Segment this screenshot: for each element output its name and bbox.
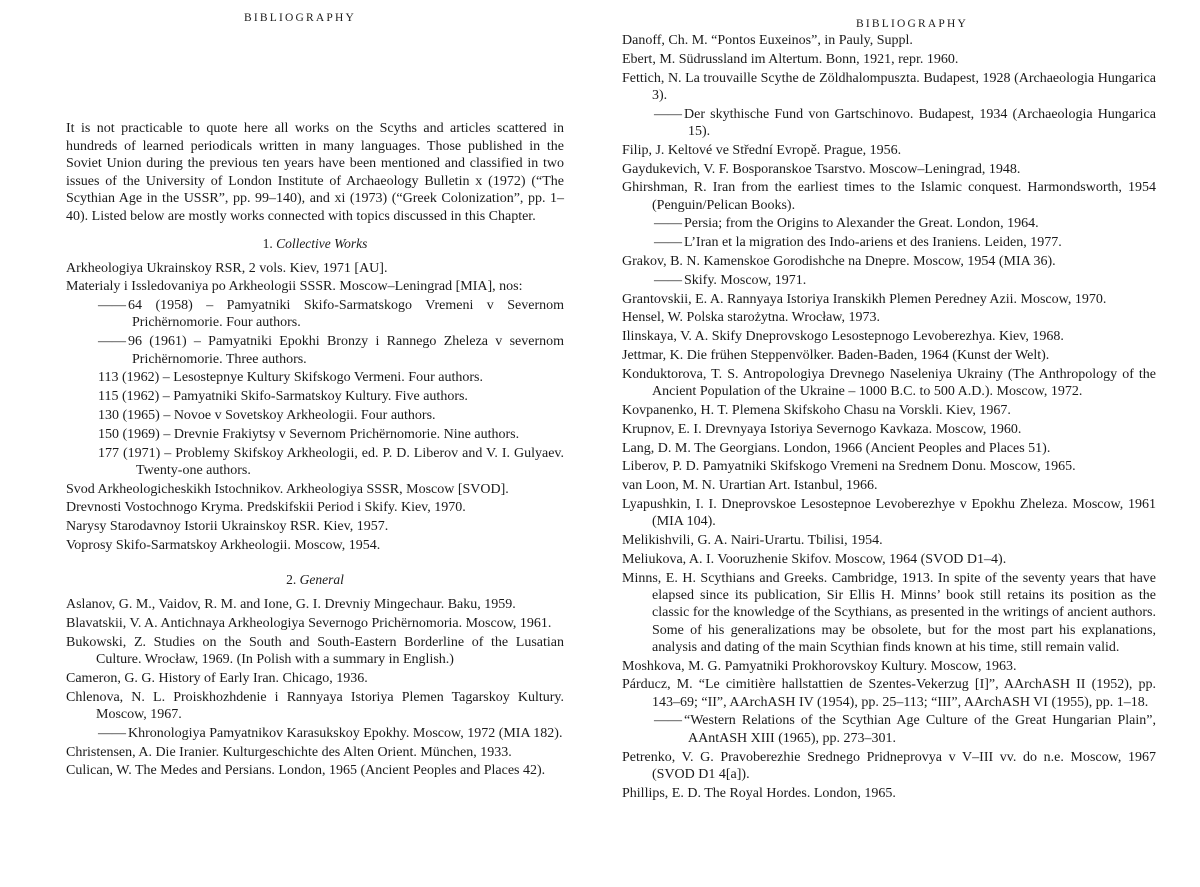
bibliography-entry: [66, 297, 564, 332]
entry-text: L’Iran et la migration des Indo-ariens et des Iraniens. Leiden, 1977.: [684, 235, 1062, 251]
bibliography-entry: [622, 142, 1156, 159]
entry-text: Meliukova, A. I. Vooruzhenie Skifov. Moscow, 1964 (SVOD D1–4).: [622, 551, 1007, 567]
bibliography-entry: [622, 347, 1156, 364]
bibliography-entry: [622, 253, 1156, 270]
entry-text: Moshkova, M. G. Pamyatniki Prokhorovskoy Kultury. Moscow, 1963.: [622, 658, 1017, 674]
entry-text: Skify. Moscow, 1971.: [684, 272, 807, 288]
bibliography-entry: [622, 496, 1156, 531]
entry-text: Aslanov, G. M., Vaidov, R. M. and Ione, G. I. Drevniy Mingechaur. Baku, 1959.: [66, 597, 516, 613]
entry-text: Cameron, G. G. History of Early Iran. Chicago, 1936.: [66, 671, 368, 686]
bibliography-entry: [622, 106, 1156, 141]
entry-text: Párducz, M. “Le cimitière hallstattien de Szentes-Vekerzug [I]”, AArchASH II (1952), pp. 143–69; “II”, AArchASH IV (1954), pp. 25–113; “III”, AArchASH VI (1955), pp. 1–18.: [622, 677, 1156, 710]
entry-text: Konduktorova, T. S. Antropologiya Drevnego Naseleniya Ukrainy (The Anthropology of the Ancient Population of the Ukraine – 1000 B.C. to 500 A.D.). Moscow, 1972.: [622, 366, 1156, 400]
entry-text: Drevnosti Vostochnogo Kryma. Predskifskii Period i Skify. Kiev, 1970.: [66, 500, 466, 516]
bibliography-entry: [622, 421, 1156, 438]
bibliography-entry: [622, 366, 1156, 401]
section-title: General: [299, 572, 344, 588]
entry-text: Ilinskaya, V. A. Skify Dneprovskogo Lesostepnogo Levoberezhya. Kiev, 1968.: [622, 329, 1064, 345]
bibliography-entry: [622, 291, 1156, 308]
bibliography-entry: [66, 615, 564, 632]
bibliography-entry: [622, 712, 1156, 747]
entry-text: Liberov, P. D. Pamyatniki Skifskogo Vremeni na Srednem Donu. Moscow, 1965.: [622, 459, 1076, 475]
bibliography-entry: [622, 440, 1156, 457]
bibliography-entry: [622, 532, 1156, 549]
section-number: 2.: [286, 572, 297, 588]
entry-text: Danoff, Ch. M. “Pontos Euxeinos”, in Pauly, Suppl.: [622, 33, 913, 48]
entry-text: Bukowski, Z. Studies on the South and South-Eastern Borderline of the Lusatian Culture. Wrocław, 1969. (In Polish with a summary in English.): [66, 634, 564, 668]
bibliography-entry: [66, 596, 564, 613]
entry-text: Christensen, A. Die Iranier. Kulturgeschichte des Alten Orient. München, 1933.: [66, 744, 512, 760]
entry-text: 130 (1965) – Novoe v Sovetskoy Arkheologii. Four authors.: [98, 407, 436, 423]
entry-text: 150 (1969) – Drevnie Frakiytsy v Severnom Prichërnomorie. Nine authors.: [98, 426, 520, 442]
bibliography-entry: [622, 477, 1156, 494]
entry-text: Filip, J. Keltové ve Střední Evropě. Prague, 1956.: [622, 142, 902, 158]
bibliography-entry: [622, 272, 1156, 289]
bibliography-entry: [622, 658, 1156, 675]
entry-text: Voprosy Skifo-Sarmatskoy Arkheologii. Moscow, 1954.: [66, 538, 381, 554]
entry-text: Grantovskii, E. A. Rannyaya Istoriya Iranskikh Plemen Peredney Azii. Moscow, 1970.: [622, 291, 1107, 307]
bibliography-entry: [66, 445, 564, 480]
bibliography-entry: [66, 481, 564, 498]
entry-text: Minns, E. H. Scythians and Greeks. Cambridge, 1913. In spite of the seventy years that have elapsed since its publication, Sir Ellis H. Minns’ book still retains its position as the classic for the knowledge of the Scythians, as presented in the writings of ancient authors. Some of his generalizations may be obsolete, but for the most part his explanations, analysis and dating of the main Scythian finds known at his time, still remain valid.: [622, 570, 1156, 655]
bibliography-entry: [66, 725, 564, 742]
bibliography-entry: [66, 333, 564, 368]
bibliography-entry: [622, 179, 1156, 214]
ditto-dash: ——: [98, 334, 126, 350]
bibliography-entry: [66, 499, 564, 516]
entry-text: Persia; from the Origins to Alexander the Great. London, 1964.: [684, 216, 1039, 232]
entry-text: Ghirshman, R. Iran from the earliest times to the Islamic conquest. Harmondsworth, 1954 (Penguin/Pelican Books).: [622, 180, 1156, 213]
bibliography-entry: [66, 426, 564, 443]
bibliography-entry: [622, 32, 1156, 49]
ditto-dash: ——: [98, 298, 126, 314]
ditto-dash: ——: [654, 216, 682, 232]
entry-text: Culican, W. The Medes and Persians. London, 1965 (Ancient Peoples and Places 42).: [66, 763, 546, 779]
entry-text: Svod Arkheologicheskikh Istochnikov. Arkheologiya SSSR, Moscow [SVOD].: [66, 481, 509, 497]
bibliography-entry: [66, 260, 564, 277]
bibliography-entry: [66, 670, 564, 687]
ditto-dash: ——: [654, 272, 682, 288]
entry-text: Arkheologiya Ukrainskoy RSR, 2 vols. Kiev, 1971 [AU].: [66, 260, 388, 276]
entry-text: Materialy i Issledovaniya po Arkheologii SSSR. Moscow–Leningrad [MIA], nos:: [66, 279, 523, 295]
bibliography-entry: [622, 51, 1156, 68]
intro-paragraph: It is not practicable to quote here all works on the Scyths and articles scattered in hundreds of learned periodicals written in many languages. Those published in the Soviet Union during the previous ten years have been mentioned and classified in two issues of the University of London Institute of Archaeology Bulletin x (1972) (“The Scythian Age in the USSR”, pp. 99–140), and xi (1973) (“Greek Colonization”, pp. 1–40). Listed below are mostly works connected with topics discussed in this Chapter.: [66, 121, 564, 224]
bibliography-entry: [66, 518, 564, 535]
bibliography-entry: [66, 369, 564, 386]
bibliography-entry: [66, 388, 564, 405]
entry-text: Chlenova, N. L. Proiskhozhdenie i Rannyaya Istoriya Plemen Tagarskoy Kultury. Moscow, 1967.: [66, 689, 564, 723]
entry-text: van Loon, M. N. Urartian Art. Istanbul, 1966.: [622, 478, 878, 494]
entry-text: Fettich, N. La trouvaille Scythe de Zöldhalompuszta. Budapest, 1928 (Archaeologia Hungarica 3).: [622, 70, 1156, 103]
entry-text: Kovpanenko, H. T. Plemena Skifskoho Chasu na Vorskli. Kiev, 1967.: [622, 402, 1011, 418]
entry-text: “Western Relations of the Scythian Age Culture of the Great Hungarian Plain”, AAntASH XIII (1965), pp. 273–301.: [684, 713, 1156, 746]
entry-text: Krupnov, E. I. Drevnyaya Istoriya Severnogo Kavkaza. Moscow, 1960.: [622, 421, 1022, 437]
bibliography-entry: [622, 70, 1156, 105]
section-number: 1.: [262, 235, 273, 251]
entry-text: Melikishvili, G. A. Nairi-Urartu. Tbilisi, 1954.: [622, 533, 883, 549]
entry-text: Petrenko, V. G. Pravoberezhie Srednego Pridneprovya v V–III vv. do n.e. Moscow, 1967 (SVOD D1 4[a]).: [622, 749, 1156, 782]
entry-text: Hensel, W. Polska starożytna. Wrocław, 1973.: [622, 310, 881, 326]
bibliography-entry: [66, 762, 564, 779]
bibliography-entry: [66, 689, 564, 724]
ditto-dash: ——: [654, 713, 682, 729]
running-head: BIBLIOGRAPHY: [855, 18, 968, 30]
bibliography-entry: [622, 570, 1156, 656]
entry-text: 115 (1962) – Pamyatniki Skifo-Sarmatskoy Kultury. Five authors.: [98, 389, 468, 405]
running-head: BIBLIOGRAPHY: [243, 12, 356, 24]
bibliography-entry: [622, 458, 1156, 475]
bibliography-entry: [622, 402, 1156, 419]
section-heading-collective-works: [66, 236, 564, 252]
entry-text: 96 (1961) – Pamyatniki Epokhi Bronzy i Rannego Zheleza v severnom Prichërnomorie. Three authors.: [128, 334, 564, 367]
bibliography-entry: [622, 234, 1156, 251]
bibliography-entry: [622, 161, 1156, 178]
bibliography-entry: [66, 634, 564, 669]
bibliography-entry: [66, 278, 564, 295]
general-works-list: [66, 596, 564, 779]
bibliography-entry: [622, 785, 1156, 802]
ditto-dash: ——: [98, 725, 126, 741]
entry-text: Jettmar, K. Die frühen Steppenvölker. Baden-Baden, 1964 (Kunst der Welt).: [622, 348, 1050, 364]
entry-text: Ebert, M. Südrussland im Altertum. Bonn, 1921, repr. 1960.: [622, 51, 959, 67]
bibliography-list-continued: [622, 32, 1156, 802]
entry-text: Gaydukevich, V. F. Bosporanskoe Tsarstvo. Moscow–Leningrad, 1948.: [622, 161, 1021, 177]
entry-text: Lyapushkin, I. I. Dneprovskoe Lesostepnoe Levoberezhye v Epokhu Zheleza. Moscow, 1961 (MIA 104).: [622, 496, 1156, 530]
entry-text: Narysy Starodavnoy Istorii Ukrainskoy RSR. Kiev, 1957.: [66, 519, 389, 535]
entry-text: 177 (1971) – Problemy Skifskoy Arkheologii, ed. P. D. Liberov and V. I. Gulyaev. Twenty-one authors.: [98, 445, 564, 478]
entry-text: Khronologiya Pamyatnikov Karasukskoy Epokhy. Moscow, 1972 (MIA 182).: [128, 725, 563, 741]
bibliography-entry: [66, 537, 564, 554]
entry-text: Lang, D. M. The Georgians. London, 1966 (Ancient Peoples and Places 51).: [622, 440, 1051, 456]
right-page: [600, 0, 1200, 887]
bibliography-entry: [622, 676, 1156, 711]
collective-works-list: [66, 260, 564, 555]
entry-text: Grakov, B. N. Kamenskoe Gorodishche na Dnepre. Moscow, 1954 (MIA 36).: [622, 254, 1056, 270]
bibliography-entry: [622, 749, 1156, 784]
ditto-dash: ——: [654, 235, 682, 251]
bibliography-entry: [622, 215, 1156, 232]
ditto-dash: ——: [654, 106, 682, 122]
entry-text: Der skythische Fund von Gartschinovo. Budapest, 1934 (Archaeologia Hungarica 15).: [684, 106, 1156, 139]
section-heading-general: [66, 572, 564, 588]
bibliography-entry: [622, 328, 1156, 345]
section-title: Collective Works: [276, 235, 368, 251]
bibliography-entry: [66, 407, 564, 424]
bibliography-entry: [622, 309, 1156, 326]
bibliography-entry: [622, 551, 1156, 568]
bibliography-entry: [66, 744, 564, 761]
entry-text: 64 (1958) – Pamyatniki Skifo-Sarmatskogo Vremeni v Severnom Prichërnomorie. Four authors.: [128, 298, 564, 331]
entry-text: Blavatskii, V. A. Antichnaya Arkheologiya Severnogo Prichërnomoria. Moscow, 1961.: [66, 616, 552, 632]
entry-text: 113 (1962) – Lesostepnye Kultury Skifskogo Vermeni. Four authors.: [98, 370, 483, 386]
entry-text: Phillips, E. D. The Royal Hordes. London, 1965.: [622, 785, 896, 801]
